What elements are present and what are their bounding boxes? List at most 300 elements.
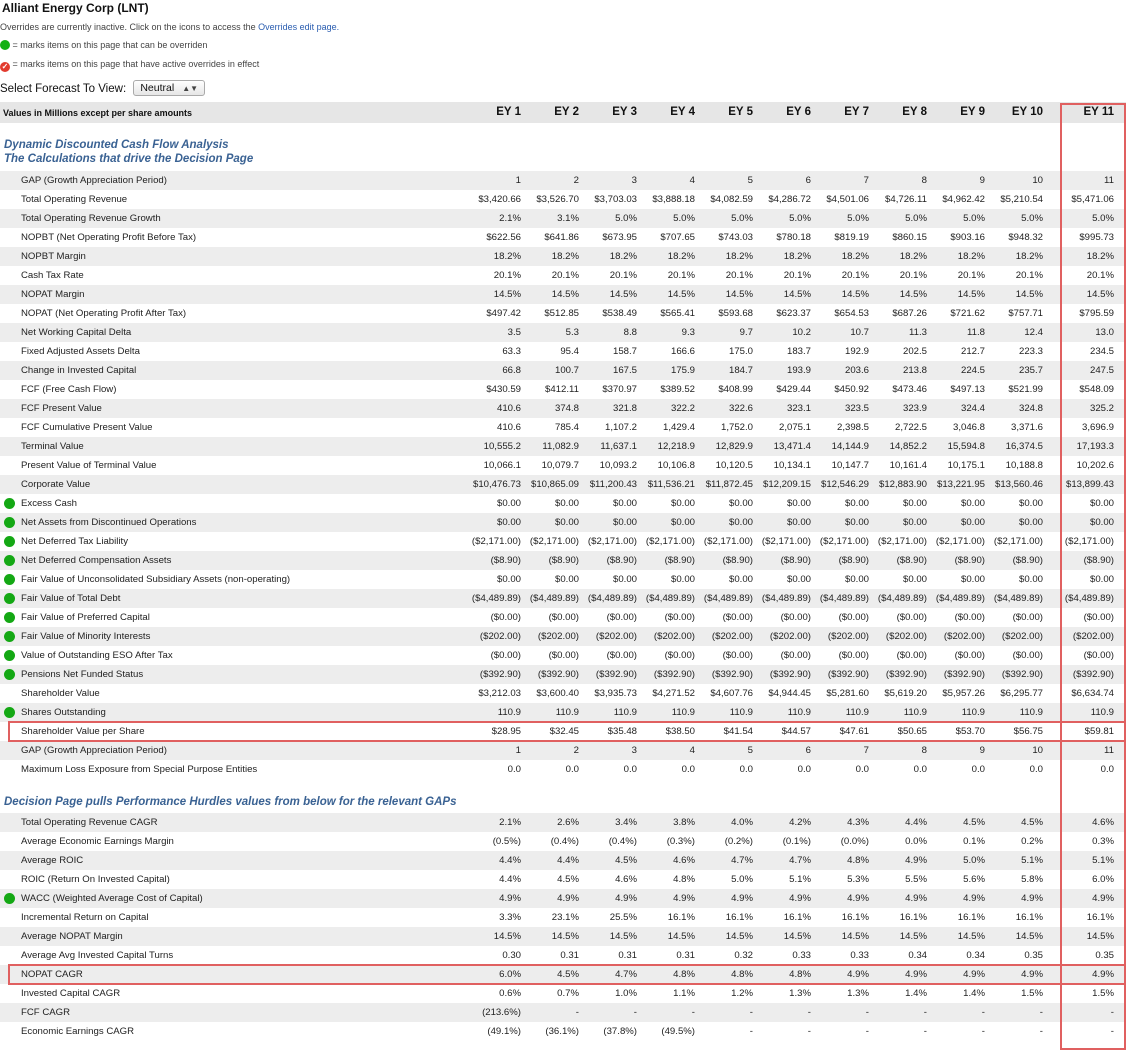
cell-ey4: ($392.90) — [653, 669, 695, 680]
override-dot-icon[interactable] — [4, 631, 15, 642]
cell-ey7: $654.53 — [834, 308, 869, 319]
row-label: Maximum Loss Exposure from Special Purpose Entities — [21, 764, 258, 775]
cell-ey7: 203.6 — [844, 365, 869, 376]
cell-ey9: - — [981, 1007, 985, 1018]
cell-ey2: $0.00 — [554, 517, 579, 528]
section-title-dcf: Dynamic Discounted Cash Flow Analysis — [4, 139, 229, 151]
cell-ey7: 4.3% — [847, 817, 869, 828]
cell-ey6: $623.37 — [776, 308, 811, 319]
cell-ey4: $3,888.18 — [652, 194, 695, 205]
cell-ey10: 223.3 — [1018, 346, 1043, 357]
cell-ey7: ($4,489.89) — [819, 593, 869, 604]
override-dot-icon[interactable] — [4, 650, 15, 661]
cell-ey2: $0.00 — [554, 498, 579, 509]
cell-ey9: 1.4% — [963, 988, 985, 999]
cell-ey1: $28.95 — [491, 726, 521, 737]
cell-ey8: 0.0% — [905, 836, 927, 847]
cell-ey11: ($8.90) — [1083, 555, 1114, 566]
legend-green: = marks items on this page that can be overriden — [0, 40, 207, 50]
cell-ey8: $0.00 — [902, 517, 927, 528]
table-row-cash-tax-rate — [0, 266, 1126, 285]
cell-ey7: 110.9 — [845, 707, 869, 718]
cell-ey4: 4.9% — [673, 893, 695, 904]
cell-ey11: - — [1110, 1026, 1114, 1037]
cell-ey1: $497.42 — [486, 308, 521, 319]
cell-ey9: ($202.00) — [943, 631, 985, 642]
cell-ey3: 18.2% — [609, 251, 637, 262]
cell-ey3: $0.00 — [612, 517, 637, 528]
cell-ey5: (0.2%) — [724, 836, 753, 847]
cell-ey11: $0.00 — [1089, 498, 1114, 509]
cell-ey11: $548.09 — [1079, 384, 1114, 395]
cell-ey8: ($202.00) — [885, 631, 927, 642]
cell-ey2: ($8.90) — [548, 555, 579, 566]
cell-ey5: 0.32 — [734, 950, 753, 961]
cell-ey2: 4.4% — [557, 855, 579, 866]
cell-ey10: $757.71 — [1008, 308, 1043, 319]
cell-ey7: $819.19 — [834, 232, 869, 243]
cell-ey5: 4.9% — [731, 893, 753, 904]
cell-ey4: 4.8% — [673, 874, 695, 885]
cell-ey2: $3,526.70 — [536, 194, 579, 205]
cell-ey8: $12,883.90 — [878, 479, 927, 490]
cell-ey8: - — [923, 1007, 927, 1018]
cell-ey10: ($2,171.00) — [993, 536, 1043, 547]
row-label: Average Avg Invested Capital Turns — [21, 950, 174, 961]
cell-ey9: 4.9% — [963, 969, 985, 980]
cell-ey7: 7 — [863, 745, 869, 756]
override-dot-icon[interactable] — [4, 612, 15, 623]
cell-ey6: 5.0% — [789, 213, 811, 224]
cell-ey3: 1,107.2 — [604, 422, 637, 433]
cell-ey3: $370.97 — [602, 384, 637, 395]
cell-ey7: $0.00 — [844, 517, 869, 528]
cell-ey1: 4.9% — [499, 893, 521, 904]
cell-ey9: - — [981, 1026, 985, 1037]
table-row-corporate-value — [0, 475, 1126, 494]
cell-ey6: 5.1% — [789, 874, 811, 885]
cell-ey4: 0.0 — [681, 764, 695, 775]
row-label: NOPAT Margin — [21, 289, 85, 300]
cell-ey2: 2.6% — [557, 817, 579, 828]
cell-ey1: 410.6 — [496, 422, 521, 433]
table-row-nopbt-net-operating-profit-before-tax — [0, 228, 1126, 247]
table-row-wacc-weighted-average-cost-of-capital — [0, 889, 1126, 908]
cell-ey6: 6 — [805, 745, 811, 756]
cell-ey9: ($0.00) — [954, 650, 985, 661]
cell-ey9: 15,594.8 — [947, 441, 985, 452]
table-row-fcf-present-value — [0, 399, 1126, 418]
cell-ey8: 5.0% — [905, 213, 927, 224]
cell-ey1: 4.4% — [499, 855, 521, 866]
cell-ey2: 18.2% — [551, 251, 579, 262]
cell-ey6: $429.44 — [776, 384, 811, 395]
cell-ey2: 110.9 — [555, 707, 579, 718]
row-label: NOPBT (Net Operating Profit Before Tax) — [21, 232, 197, 243]
cell-ey6: (0.1%) — [782, 836, 811, 847]
cell-ey3: 10,093.2 — [599, 460, 637, 471]
cell-ey1: 6.0% — [499, 969, 521, 980]
cell-ey8: 5.5% — [905, 874, 927, 885]
table-row-invested-capital-cagr — [0, 984, 1126, 1003]
override-dot-icon[interactable] — [4, 517, 15, 528]
cell-ey1: 0.6% — [499, 988, 521, 999]
cell-ey8: $4,726.11 — [885, 194, 927, 205]
cell-ey2: ($0.00) — [548, 650, 579, 661]
cell-ey8: 110.9 — [903, 707, 927, 718]
overrides-edit-link[interactable]: Overrides edit page. — [258, 22, 340, 32]
cell-ey10: 0.35 — [1024, 950, 1043, 961]
cell-ey5: $743.03 — [718, 232, 753, 243]
cell-ey1: 3.5 — [507, 327, 521, 338]
cell-ey2: 3.1% — [557, 213, 579, 224]
cell-ey7: 18.2% — [841, 251, 869, 262]
cell-ey4: 4.6% — [673, 855, 695, 866]
cell-ey9: 9 — [979, 175, 985, 186]
cell-ey7: 0.33 — [850, 950, 869, 961]
cell-ey4: ($2,171.00) — [645, 536, 695, 547]
cell-ey10: $948.32 — [1008, 232, 1043, 243]
cell-ey2: $3,600.40 — [536, 688, 579, 699]
cell-ey10: $0.00 — [1018, 517, 1043, 528]
cell-ey10: 1.5% — [1021, 988, 1043, 999]
table-row-nopat-cagr — [0, 965, 1126, 984]
cell-ey1: ($2,171.00) — [471, 536, 521, 547]
table-row-change-in-invested-capital — [0, 361, 1126, 380]
table-row-fair-value-of-preferred-capital — [0, 608, 1126, 627]
cell-ey1: ($4,489.89) — [471, 593, 521, 604]
override-dot-icon[interactable] — [4, 669, 15, 680]
cell-ey7: 5.3% — [847, 874, 869, 885]
cell-ey11: 13.0 — [1095, 327, 1114, 338]
cell-ey10: 20.1% — [1015, 270, 1043, 281]
cell-ey11: ($392.90) — [1072, 669, 1114, 680]
cell-ey10: 0.0 — [1029, 764, 1043, 775]
cell-ey3: 4.6% — [615, 874, 637, 885]
table-row-maximum-loss-exposure-from-special-purpose-entities — [0, 760, 1126, 779]
table-row-fixed-adjusted-assets-delta — [0, 342, 1126, 361]
section-title-hurdles: Decision Page pulls Performance Hurdles values from below for the relevant GAPs — [4, 796, 457, 808]
cell-ey2: - — [575, 1007, 579, 1018]
row-label: Economic Earnings CAGR — [21, 1026, 135, 1037]
cell-ey1: ($392.90) — [479, 669, 521, 680]
cell-ey6: ($0.00) — [780, 650, 811, 661]
row-label: Terminal Value — [21, 441, 84, 452]
row-label: Total Operating Revenue Growth — [21, 213, 161, 224]
cell-ey11: 14.5% — [1086, 931, 1114, 942]
cell-ey11: $13,899.43 — [1065, 479, 1114, 490]
row-label: Fair Value of Preferred Capital — [21, 612, 150, 623]
cell-ey3: 3 — [631, 745, 637, 756]
table-row-terminal-value — [0, 437, 1126, 456]
cell-ey2: 20.1% — [551, 270, 579, 281]
cell-ey4: - — [691, 1007, 695, 1018]
override-dot-icon[interactable] — [4, 498, 15, 509]
cell-ey8: ($0.00) — [896, 650, 927, 661]
cell-ey9: $0.00 — [960, 498, 985, 509]
cell-ey6: 14.5% — [783, 289, 811, 300]
cell-ey5: 12,829.9 — [715, 441, 753, 452]
cell-ey10: - — [1039, 1007, 1043, 1018]
table-row-average-avg-invested-capital-turns — [0, 946, 1126, 965]
cell-ey4: 18.2% — [667, 251, 695, 262]
cell-ey1: 18.2% — [493, 251, 521, 262]
cell-ey5: 110.9 — [729, 707, 753, 718]
cell-ey1: $622.56 — [486, 232, 521, 243]
cell-ey3: ($392.90) — [595, 669, 637, 680]
row-label: NOPAT CAGR — [21, 969, 83, 980]
table-header — [0, 102, 1126, 123]
cell-ey2: ($4,489.89) — [529, 593, 579, 604]
cell-ey1: (213.6%) — [482, 1007, 521, 1018]
override-dot-icon[interactable] — [4, 574, 15, 585]
cell-ey4: $0.00 — [670, 498, 695, 509]
cell-ey7: - — [865, 1007, 869, 1018]
cell-ey8: ($0.00) — [896, 612, 927, 623]
row-label: GAP (Growth Appreciation Period) — [21, 745, 167, 756]
cell-ey10: ($392.90) — [1001, 669, 1043, 680]
cell-ey9: ($392.90) — [943, 669, 985, 680]
cell-ey3: 8.8 — [623, 327, 637, 338]
cell-ey5: $0.00 — [728, 517, 753, 528]
table-row-shareholder-value — [0, 684, 1126, 703]
cell-ey7: $47.61 — [839, 726, 869, 737]
cell-ey5: $593.68 — [718, 308, 753, 319]
cell-ey1: $0.00 — [496, 517, 521, 528]
cell-ey5: 5.0% — [731, 874, 753, 885]
cell-ey7: 323.5 — [844, 403, 869, 414]
row-label: NOPBT Margin — [21, 251, 86, 262]
cell-ey2: 0.7% — [557, 988, 579, 999]
table-row-average-roic — [0, 851, 1126, 870]
cell-ey9: $497.13 — [950, 384, 985, 395]
cell-ey5: ($8.90) — [722, 555, 753, 566]
cell-ey3: 158.7 — [612, 346, 637, 357]
cell-ey3: ($8.90) — [606, 555, 637, 566]
cell-ey8: 323.9 — [902, 403, 927, 414]
cell-ey5: ($202.00) — [711, 631, 753, 642]
cell-ey8: $687.26 — [892, 308, 927, 319]
cell-ey9: $5,957.26 — [942, 688, 985, 699]
table-row-net-deferred-tax-liability — [0, 532, 1126, 551]
row-label: Invested Capital CAGR — [21, 988, 121, 999]
cell-ey11: $0.00 — [1089, 517, 1114, 528]
cell-ey2: 10,079.7 — [541, 460, 579, 471]
cell-ey8: 14.5% — [899, 931, 927, 942]
cell-ey10: 110.9 — [1019, 707, 1043, 718]
cell-ey5: ($2,171.00) — [703, 536, 753, 547]
cell-ey8: 202.5 — [902, 346, 927, 357]
cell-ey3: $538.49 — [602, 308, 637, 319]
cell-ey7: $4,501.06 — [826, 194, 869, 205]
cell-ey9: $4,962.42 — [942, 194, 985, 205]
cell-ey9: 5.0% — [963, 213, 985, 224]
cell-ey10: $56.75 — [1013, 726, 1043, 737]
cell-ey9: 0.34 — [966, 950, 985, 961]
row-label: Incremental Return on Capital — [21, 912, 149, 923]
row-label: WACC (Weighted Average Cost of Capital) — [21, 893, 203, 904]
cell-ey11: 234.5 — [1089, 346, 1114, 357]
row-label: Shares Outstanding — [21, 707, 106, 718]
cell-ey11: - — [1110, 1007, 1114, 1018]
cell-ey7: ($0.00) — [838, 650, 869, 661]
table-row-average-economic-earnings-margin — [0, 832, 1126, 851]
table-row-shareholder-value-per-share — [0, 722, 1126, 741]
cell-ey2: $512.85 — [544, 308, 579, 319]
cell-ey5: 5 — [747, 175, 753, 186]
override-dot-icon[interactable] — [4, 893, 15, 904]
cell-ey10: ($4,489.89) — [993, 593, 1043, 604]
cell-ey9: ($0.00) — [954, 612, 985, 623]
cell-ey1: 2.1% — [499, 817, 521, 828]
cell-ey11: 0.3% — [1092, 836, 1114, 847]
cell-ey2: (0.4%) — [550, 836, 579, 847]
cell-ey9: ($2,171.00) — [935, 536, 985, 547]
cell-ey6: 10,134.1 — [773, 460, 811, 471]
cell-ey6: $0.00 — [786, 574, 811, 585]
green-dot-icon — [0, 40, 10, 50]
cell-ey8: ($2,171.00) — [877, 536, 927, 547]
table-row-net-deferred-compensation-assets — [0, 551, 1126, 570]
override-dot-icon[interactable] — [4, 593, 15, 604]
table-row-total-operating-revenue — [0, 190, 1126, 209]
cell-ey6: 18.2% — [783, 251, 811, 262]
cell-ey1: 410.6 — [496, 403, 521, 414]
cell-ey5: $4,607.76 — [710, 688, 753, 699]
cell-ey8: 14.5% — [899, 289, 927, 300]
cell-ey2: 4.9% — [557, 893, 579, 904]
override-dot-icon[interactable] — [4, 707, 15, 718]
row-label: Average Economic Earnings Margin — [21, 836, 174, 847]
cell-ey7: ($392.90) — [827, 669, 869, 680]
cell-ey11: 0.0 — [1100, 764, 1114, 775]
cell-ey4: 10,106.8 — [657, 460, 695, 471]
cell-ey1: ($0.00) — [490, 612, 521, 623]
cell-ey3: 321.8 — [612, 403, 637, 414]
cell-ey6: ($0.00) — [780, 612, 811, 623]
cell-ey4: 4.8% — [673, 969, 695, 980]
cell-ey9: 5.0% — [963, 855, 985, 866]
cell-ey8: 14,852.2 — [889, 441, 927, 452]
cell-ey6: 13,471.4 — [773, 441, 811, 452]
overrides-note: Overrides are currently inactive. Click on the icons to access the Overrides edit page. — [0, 22, 340, 32]
row-label: Shareholder Value per Share — [21, 726, 145, 737]
cell-ey1: (49.1%) — [487, 1026, 521, 1037]
cell-ey3: $0.00 — [612, 574, 637, 585]
cell-ey9: 3,046.8 — [952, 422, 985, 433]
cell-ey5: 20.1% — [725, 270, 753, 281]
cell-ey11: ($202.00) — [1072, 631, 1114, 642]
cell-ey5: 322.6 — [728, 403, 753, 414]
cell-ey5: $4,082.59 — [710, 194, 753, 205]
cell-ey4: 5.0% — [673, 213, 695, 224]
table-row-average-nopat-margin — [0, 927, 1126, 946]
row-label: Total Operating Revenue — [21, 194, 128, 205]
column-header-ey10: EY 10 — [1011, 106, 1043, 118]
cell-ey5: 5.0% — [731, 213, 753, 224]
cell-ey7: - — [865, 1026, 869, 1037]
cell-ey3: 4.7% — [615, 969, 637, 980]
cell-ey9: $903.16 — [950, 232, 985, 243]
row-label: Fair Value of Unconsolidated Subsidiary Assets (non-operating) — [21, 574, 291, 585]
cell-ey8: $5,619.20 — [884, 688, 927, 699]
row-label: Pensions Net Funded Status — [21, 669, 144, 680]
cell-ey11: 11 — [1104, 175, 1114, 186]
cell-ey5: $0.00 — [728, 574, 753, 585]
cell-ey7: 14.5% — [841, 931, 869, 942]
cell-ey10: $13,560.46 — [994, 479, 1043, 490]
column-header-ey1: EY 1 — [496, 106, 521, 118]
cell-ey4: $0.00 — [670, 574, 695, 585]
cell-ey3: $673.95 — [602, 232, 637, 243]
cell-ey9: 224.5 — [960, 365, 985, 376]
cell-ey2: 0.0 — [565, 764, 579, 775]
red-check-icon: ✓ — [1, 62, 9, 71]
cell-ey11: 4.9% — [1092, 893, 1114, 904]
forecast-select[interactable]: Neutral ▲▼ — [133, 80, 205, 96]
cell-ey9: $721.62 — [950, 308, 985, 319]
cell-ey8: 4.9% — [905, 855, 927, 866]
updown-arrows-icon: ▲▼ — [182, 84, 199, 93]
cell-ey6: $4,286.72 — [768, 194, 811, 205]
cell-ey6: 20.1% — [783, 270, 811, 281]
cell-ey1: $3,212.03 — [478, 688, 521, 699]
cell-ey10: 12.4 — [1024, 327, 1043, 338]
cell-ey8: $860.15 — [892, 232, 927, 243]
cell-ey2: 4.5% — [557, 874, 579, 885]
cell-ey5: 4.8% — [731, 969, 753, 980]
cell-ey11: 11 — [1104, 745, 1114, 756]
cell-ey8: 4.4% — [905, 817, 927, 828]
cell-ey9: 5.6% — [963, 874, 985, 885]
cell-ey6: ($202.00) — [769, 631, 811, 642]
cell-ey3: $3,935.73 — [594, 688, 637, 699]
cell-ey5: $0.00 — [728, 498, 753, 509]
cell-ey11: ($2,171.00) — [1064, 536, 1114, 547]
cell-ey7: 2,398.5 — [836, 422, 869, 433]
cell-ey11: ($4,489.89) — [1064, 593, 1114, 604]
row-label: Net Deferred Compensation Assets — [21, 555, 172, 566]
cell-ey9: ($4,489.89) — [935, 593, 985, 604]
cell-ey8: 18.2% — [899, 251, 927, 262]
cell-ey6: 4.2% — [789, 817, 811, 828]
cell-ey7: ($2,171.00) — [819, 536, 869, 547]
cell-ey1: 4.4% — [499, 874, 521, 885]
override-dot-icon[interactable] — [4, 555, 15, 566]
cell-ey2: ($2,171.00) — [529, 536, 579, 547]
cell-ey5: 5 — [747, 745, 753, 756]
cell-ey3: 4.5% — [615, 855, 637, 866]
cell-ey3: $35.48 — [607, 726, 637, 737]
cell-ey6: 193.9 — [786, 365, 811, 376]
cell-ey9: 0.0 — [971, 764, 985, 775]
cell-ey8: $473.46 — [892, 384, 927, 395]
cell-ey1: $10,476.73 — [472, 479, 521, 490]
cell-ey3: ($4,489.89) — [587, 593, 637, 604]
cell-ey1: 1 — [515, 745, 521, 756]
cell-ey11: 5.0% — [1092, 213, 1114, 224]
cell-ey11: ($0.00) — [1083, 650, 1114, 661]
cell-ey6: $4,944.45 — [768, 688, 811, 699]
cell-ey10: 5.0% — [1021, 213, 1043, 224]
cell-ey3: - — [633, 1007, 637, 1018]
cell-ey4: ($202.00) — [653, 631, 695, 642]
cell-ey10: 10 — [1032, 175, 1043, 186]
cell-ey2: $32.45 — [549, 726, 579, 737]
cell-ey9: $0.00 — [960, 517, 985, 528]
cell-ey3: 0.0 — [623, 764, 637, 775]
override-dot-icon[interactable] — [4, 536, 15, 547]
